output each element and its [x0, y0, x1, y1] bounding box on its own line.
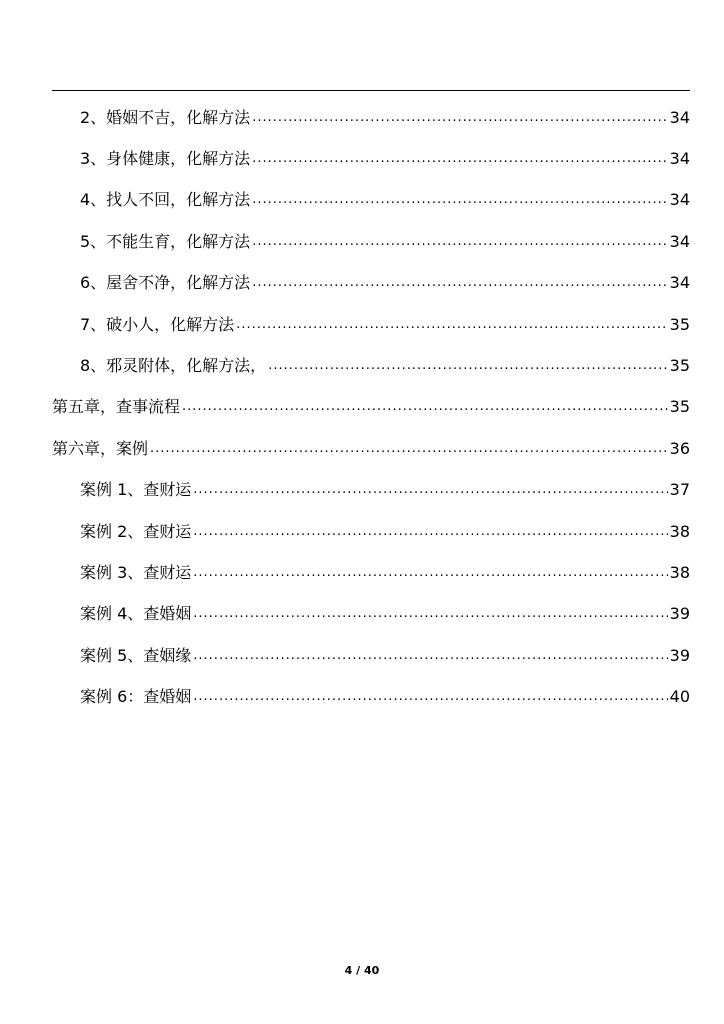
toc-entry-page: 34 — [669, 190, 690, 210]
toc-entry-page: 35 — [669, 356, 690, 376]
toc-entry-page: 39 — [669, 604, 690, 624]
header-rule — [52, 90, 690, 91]
toc-entry-page: 34 — [669, 273, 690, 293]
toc-entry-title: 案例 2、查财运 — [80, 521, 192, 541]
toc-entry-title: 6、屋舍不净，化解方法 — [80, 273, 251, 293]
toc-entry-title: 案例 1、查财运 — [80, 480, 192, 500]
toc-entry-title: 8、邪灵附体，化解方法， — [80, 356, 267, 376]
toc-entry-page: 40 — [669, 687, 690, 707]
toc-entry-page: 37 — [669, 480, 690, 500]
toc-chapter-entry[interactable] — [52, 387, 690, 428]
table-of-contents — [52, 97, 690, 718]
toc-entry[interactable] — [52, 635, 690, 676]
toc-entry[interactable] — [52, 594, 690, 635]
toc-entry[interactable] — [52, 345, 690, 386]
toc-entry-title: 7、破小人，化解方法 — [80, 314, 235, 334]
toc-entry-page: 35 — [669, 314, 690, 334]
toc-entry[interactable] — [52, 552, 690, 593]
toc-entry-title: 第五章，查事流程 — [52, 397, 181, 417]
toc-leader-dots — [252, 108, 667, 128]
toc-leader-dots — [252, 190, 667, 210]
toc-entry-page: 36 — [669, 438, 690, 458]
toc-entry[interactable] — [52, 180, 690, 221]
toc-entry-title: 第六章，案例 — [52, 438, 149, 458]
toc-entry[interactable] — [52, 304, 690, 345]
toc-leader-dots — [252, 273, 667, 293]
toc-leader-dots — [268, 356, 667, 376]
toc-leader-dots — [193, 563, 667, 583]
toc-entry-page: 39 — [669, 645, 690, 665]
toc-leader-dots — [182, 397, 668, 417]
toc-leader-dots — [193, 646, 667, 666]
toc-entry-page: 38 — [669, 521, 690, 541]
toc-entry-title: 5、不能生育，化解方法 — [80, 231, 251, 251]
toc-entry[interactable] — [52, 263, 690, 304]
toc-entry-title: 案例 6：查婚姻 — [80, 687, 192, 707]
toc-entry-title: 3、身体健康，化解方法 — [80, 149, 251, 169]
toc-entry-page: 34 — [669, 231, 690, 251]
toc-leader-dots — [236, 315, 667, 335]
toc-entry[interactable] — [52, 470, 690, 511]
toc-entry-page: 35 — [669, 397, 690, 417]
toc-entry-title: 案例 5、查姻缘 — [80, 645, 192, 665]
toc-leader-dots — [193, 687, 667, 707]
toc-entry-page: 38 — [669, 562, 690, 582]
toc-entry[interactable] — [52, 97, 690, 138]
toc-entry-title: 案例 4、查婚姻 — [80, 604, 192, 624]
toc-chapter-entry[interactable] — [52, 428, 690, 469]
toc-entry-title: 案例 3、查财运 — [80, 562, 192, 582]
toc-entry-page: 34 — [669, 149, 690, 169]
toc-entry-title: 2、婚姻不吉，化解方法 — [80, 107, 251, 127]
toc-leader-dots — [150, 439, 668, 459]
toc-leader-dots — [193, 522, 667, 542]
toc-leader-dots — [252, 149, 667, 169]
toc-entry[interactable] — [52, 138, 690, 179]
toc-leader-dots — [193, 604, 667, 624]
toc-leader-dots — [193, 480, 667, 500]
toc-entry-title: 4、找人不回，化解方法 — [80, 190, 251, 210]
page-number-footer: 4 / 40 — [344, 964, 380, 977]
toc-entry[interactable] — [52, 676, 690, 717]
toc-entry[interactable] — [52, 221, 690, 262]
toc-entry[interactable] — [52, 511, 690, 552]
toc-entry-page: 34 — [669, 107, 690, 127]
toc-leader-dots — [252, 232, 667, 252]
